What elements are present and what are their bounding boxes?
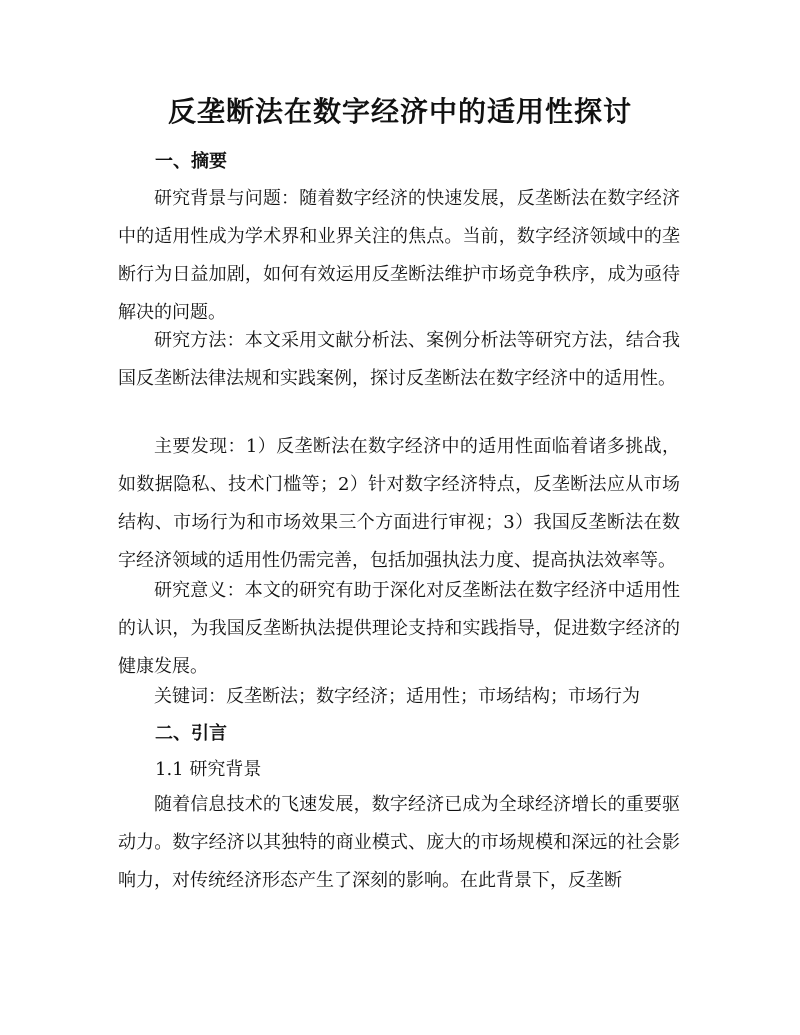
abstract-background-paragraph: 研究背景与问题：随着数字经济的快速发展，反垄断法在数字经济中的适用性成为学术界和业界关注的焦点。当前，数字经济领域中的垄断行为日益加剧，如何有效运用反垄断法维护市场竞争秩序，成为亟待解决的问题。 bbox=[118, 188, 680, 323]
abstract-method-paragraph: 研究方法：本文采用文献分析法、案例分析法等研究方法，结合我国反垄断法律法规和实践案例，探讨反垄断法在数字经济中的适用性。 bbox=[118, 330, 680, 389]
keywords-line: 关键词：反垄断法；数字经济；适用性；市场结构；市场行为 bbox=[154, 686, 640, 707]
section-heading-introduction: 二、引言 bbox=[155, 723, 227, 744]
section-heading-abstract: 一、摘要 bbox=[155, 151, 227, 172]
introduction-paragraph: 随着信息技术的飞速发展，数字经济已成为全球经济增长的重要驱动力。数字经济以其独特的商业模式、庞大的市场规模和深远的社会影响力，对传统经济形态产生了深刻的影响。在此背景下，反垄断 bbox=[118, 794, 680, 891]
abstract-findings-paragraph: 主要发现：1）反垄断法在数字经济中的适用性面临着诸多挑战，如数据隐私、技术门槛等；2）针对数字经济特点，反垄断法应从市场结构、市场行为和市场效果三个方面进行审视；3）我国反垄断法在数字经济领域的适用性仍需完善，包括加强执法力度、提高执法效率等。 bbox=[118, 436, 680, 571]
abstract-significance-paragraph: 研究意义：本文的研究有助于深化对反垄断法在数字经济中适用性的认识，为我国反垄断执法提供理论支持和实践指导，促进数字经济的健康发展。 bbox=[118, 580, 680, 677]
subsection-heading-research-background: 1.1 研究背景 bbox=[155, 759, 262, 780]
document-title: 反垄断法在数字经济中的适用性探讨 bbox=[167, 95, 632, 128]
